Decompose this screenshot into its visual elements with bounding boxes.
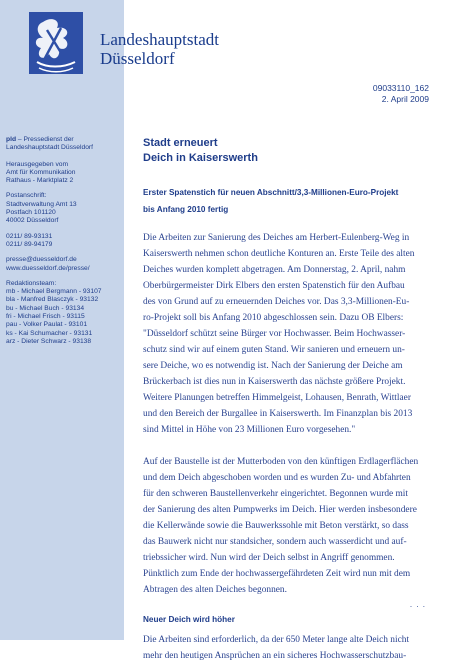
text-line: und dem Deich abgeschoben worden und es wurden Zu- und Abfahrten xyxy=(143,473,411,483)
text-line: Pünktlich zum Ende der hochwassergefährdeten Zeit wird nun mit dem xyxy=(143,569,411,579)
paragraph-1 xyxy=(143,230,433,438)
subtitle-line: Erster Spatenstich für neuen Abschnitt/3,3-Millionen-Euro-Projekt xyxy=(143,188,399,197)
postal-line: Postanschrift: xyxy=(6,192,47,200)
document-meta xyxy=(373,83,429,105)
fax-line: 0211/ 89-94179 xyxy=(6,240,53,248)
article xyxy=(143,136,433,664)
postal-line: Stadtverwaltung Amt 13 xyxy=(6,200,77,208)
text-line: sere Deiche, wo es notwendig ist. Nach der Sanierung der Deiche am xyxy=(143,361,403,371)
publisher-line: Herausgegeben vom xyxy=(6,160,69,168)
article-title xyxy=(143,136,433,166)
postal-block xyxy=(6,192,122,225)
postal-line: Postfach 101120 xyxy=(6,209,56,217)
postal-line: 40002 Düsseldorf xyxy=(6,217,59,225)
document-number: 09033110_162 xyxy=(372,83,429,93)
org-name xyxy=(6,136,122,153)
team-heading: Redaktionsteam: xyxy=(6,279,57,287)
team-member: ks - Kai Schumacher - 93131 xyxy=(6,329,93,337)
press-info xyxy=(6,136,122,353)
text-line: Oberbürgermeister Dirk Elbers den ersten Spatenstich für den Aufbau xyxy=(143,281,405,291)
city-logo-icon xyxy=(27,12,85,77)
org-desc: – Pressedienst der xyxy=(16,136,74,143)
team-member: mb - Michael Bergmann - 93107 xyxy=(6,288,102,296)
text-line: der Sanierung des alten Pumpwerks im Deich. Hier werden insbesondere xyxy=(143,505,417,515)
text-line: Brückerbach ist dies nun in Kaiserswerth das nächste größere Projekt. xyxy=(143,377,406,387)
publisher-line: Rathaus - Marktplatz 2 xyxy=(6,177,74,185)
text-line: schutz sind wir auf einem guten Stand. Wir sanieren und erneuern un- xyxy=(143,345,405,355)
text-line: Kaiserswerth nehmen schon deutliche Konturen an. Erste Teile des alten xyxy=(143,249,415,259)
email-link[interactable]: presse@duesseldorf.de xyxy=(6,256,77,264)
publisher-block xyxy=(6,161,122,186)
org-line-2: Landeshauptstadt Düsseldorf xyxy=(6,144,93,152)
website-link[interactable]: www.duesseldorf.de/presse/ xyxy=(6,264,90,272)
team-member: arz - Dieter Schwarz - 93138 xyxy=(6,337,92,345)
text-line: "Düsseldorf schützt seine Bürger vor Hochwasser. Beim Hochwasser- xyxy=(143,329,406,339)
text-line: Die Arbeiten zur Sanierung des Deiches am Herbert-Eulenberg-Weg in xyxy=(143,233,410,243)
page-continuation-marker: . . . xyxy=(409,600,426,609)
team-member: fri - Michael Frisch - 93115 xyxy=(6,313,85,321)
brand-line-2: Düsseldorf xyxy=(100,49,175,68)
text-line: ro-Projekt soll bis Anfang 2010 abgeschlossen sein. Dazu OB Elbers: xyxy=(143,313,404,323)
phone-line: 0211/ 89-93131 xyxy=(6,232,53,240)
title-line: Stadt erneuert xyxy=(143,137,218,149)
publisher-line: Amt für Kommunikation xyxy=(6,168,76,176)
article-subtitle xyxy=(143,184,433,218)
org-abbrev: pld xyxy=(6,136,17,143)
text-line: des von Grund auf zu erneuernden Deiches vor. Das 3,3-Millionen-Eu- xyxy=(143,297,410,307)
text-line: Auf der Baustelle ist der Mutterboden von den künftigen Erdlagerflächen xyxy=(143,457,419,467)
paragraph-3 xyxy=(143,632,433,664)
paragraph-2 xyxy=(143,454,433,598)
team-member: pau - Volker Paulat - 93101 xyxy=(6,321,88,329)
text-line: triebssicher wird. Nun wird der Deich selbst in Angriff genommen. xyxy=(143,553,395,563)
web-block xyxy=(6,256,122,273)
text-line: und den Bereich der Burgallee in Kaiserswerth. Im Finanzplan bis 2013 xyxy=(143,409,413,419)
city-brand xyxy=(100,30,219,68)
phone-block xyxy=(6,233,122,250)
subtitle-line: bis Anfang 2010 fertig xyxy=(143,205,229,214)
team-member: bla - Manfred Blasczyk - 93132 xyxy=(6,296,99,304)
section-heading: Neuer Deich wird höher xyxy=(143,615,235,624)
text-line: die Kellerwände sowie die Bauwerkssohle mit Beton verstärkt, so dass xyxy=(143,521,409,531)
text-line: für den schweren Baustellenverkehr eingerichtet. Begonnen wurde mit xyxy=(143,489,409,499)
text-line: das Bauwerk nicht nur standsicher, sondern auch wasserdicht und auf- xyxy=(143,537,407,547)
team-block xyxy=(6,280,122,346)
text-line: mehr den heutigen Ansprüchen an ein sicheres Hochwasserschutzbau- xyxy=(143,651,407,661)
text-line: Abtragen des alten Deiches begonnen. xyxy=(143,585,287,595)
text-line: Die Arbeiten sind erforderlich, da der 650 Meter lange alte Deich nicht xyxy=(143,635,410,645)
team-member: bu - Michael Buch - 93134 xyxy=(6,304,85,312)
title-line: Deich in Kaiserswerth xyxy=(143,152,258,164)
text-line: sind Mittel in Höhe von 23 Millionen Euro vorgesehen." xyxy=(143,425,356,435)
text-line: Deiches wurden komplett abgetragen. Am Donnerstag, 2. April, nahm xyxy=(143,265,406,275)
text-line: Weitere Planungen betreffen Himmelgeist, Lohausen, Benrath, Wittlaer xyxy=(143,393,411,403)
document-date: 2. April 2009 xyxy=(381,94,429,104)
brand-line-1: Landeshauptstadt xyxy=(100,30,219,49)
